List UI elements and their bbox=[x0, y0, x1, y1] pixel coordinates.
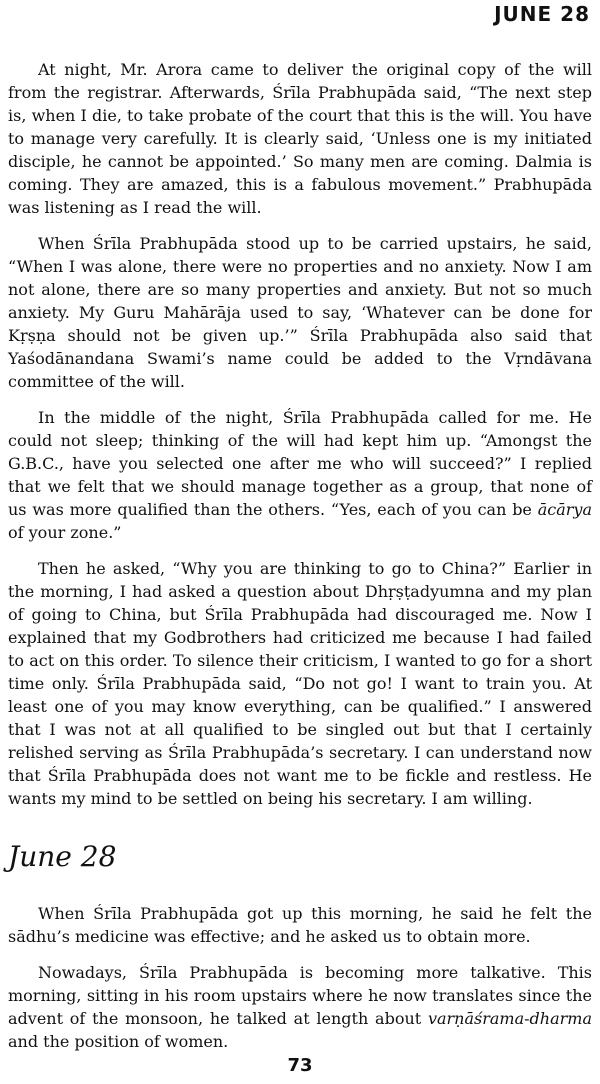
text-run: of your zone.” bbox=[8, 523, 122, 542]
paragraph bbox=[8, 406, 592, 544]
paragraph: At night, Mr. Arora came to deliver the original copy of the will from the registrar. Afterwards, Śrīla Prabhupāda said, “The next step is, when I die, to take probate of the court that this is the will. You have to manage very carefully. It is clearly said, ‘Unless one is my initiated disciple, he cannot be appointed.’ So many men are coming. Dalmia is coming. They are amazed, this is a fabulous movement.” Prabhupāda was listening as I read the will. bbox=[8, 60, 592, 217]
body-text bbox=[8, 58, 592, 1066]
paragraph bbox=[8, 961, 592, 1053]
italic-term: dharma bbox=[529, 1009, 592, 1028]
italic-term: ācārya bbox=[537, 500, 592, 519]
paragraph: Then he asked, “Why you are thinking to go to China?” Earlier in the morning, I had asked a question about Dhṛṣṭadyumna and my plan of going to China, but Śrīla Prabhupāda had discouraged me. Now I explained that my Godbrothers had criticized me because I had failed to act on this order. To silence their criticism, I wanted to go for a short time only. Śrīla Prabhupāda said, “Do not go! I want to train you. At least one of you may know everything, can be qualified.” I answered that I was not at all qualified to be singled out but that I certainly relished serving as Śrīla Prabhupāda’s secretary. I can understand now that Śrīla Prabhupāda does not want me to be fickle and restless. He wants my mind to be settled on being his secretary. I am willing. bbox=[8, 559, 592, 808]
section-heading: June 28 bbox=[8, 840, 117, 873]
text-run: Nowadays, Śrīla Prabhupāda is becoming more talkative. This morning, sitting in his room upstairs where he now translates since the advent of the monsoon, he talked at length about bbox=[8, 963, 592, 1028]
text-run: - bbox=[524, 1009, 530, 1028]
running-head: JUNE 28 bbox=[494, 2, 590, 26]
text-run: and the position of women. bbox=[8, 1032, 229, 1051]
paragraph: When Śrīla Prabhupāda stood up to be carried upstairs, he said, “When I was alone, there were no properties and no anxiety. Now I am not alone, there are so many properties and anxiety. But not so much anxiety. My Guru Mahārāja used to say, ‘Whatever can be done for Kṛṣṇa should not be given up.’” Śrīla Prabhupāda also said that Yaśodānandana Swami’s name could be added to the Vṛndāvana committee of the will. bbox=[8, 234, 592, 391]
text-run: In the middle of the night, Śrīla Prabhupāda called for me. He could not sleep; thinking of the will had kept him up. “Amongst the G.B.C., have you selected one after me who will succeed?” I replied that we felt that we should manage together as a group, that none of us was more qualified than the others. “Yes, each of you can be bbox=[8, 408, 592, 519]
italic-term: varṇāśrama bbox=[427, 1009, 525, 1028]
page-number: 73 bbox=[287, 1055, 313, 1076]
paragraph: When Śrīla Prabhupāda got up this morning, he said he felt the sādhu’s medicine was effective; and he asked us to obtain more. bbox=[8, 904, 592, 946]
